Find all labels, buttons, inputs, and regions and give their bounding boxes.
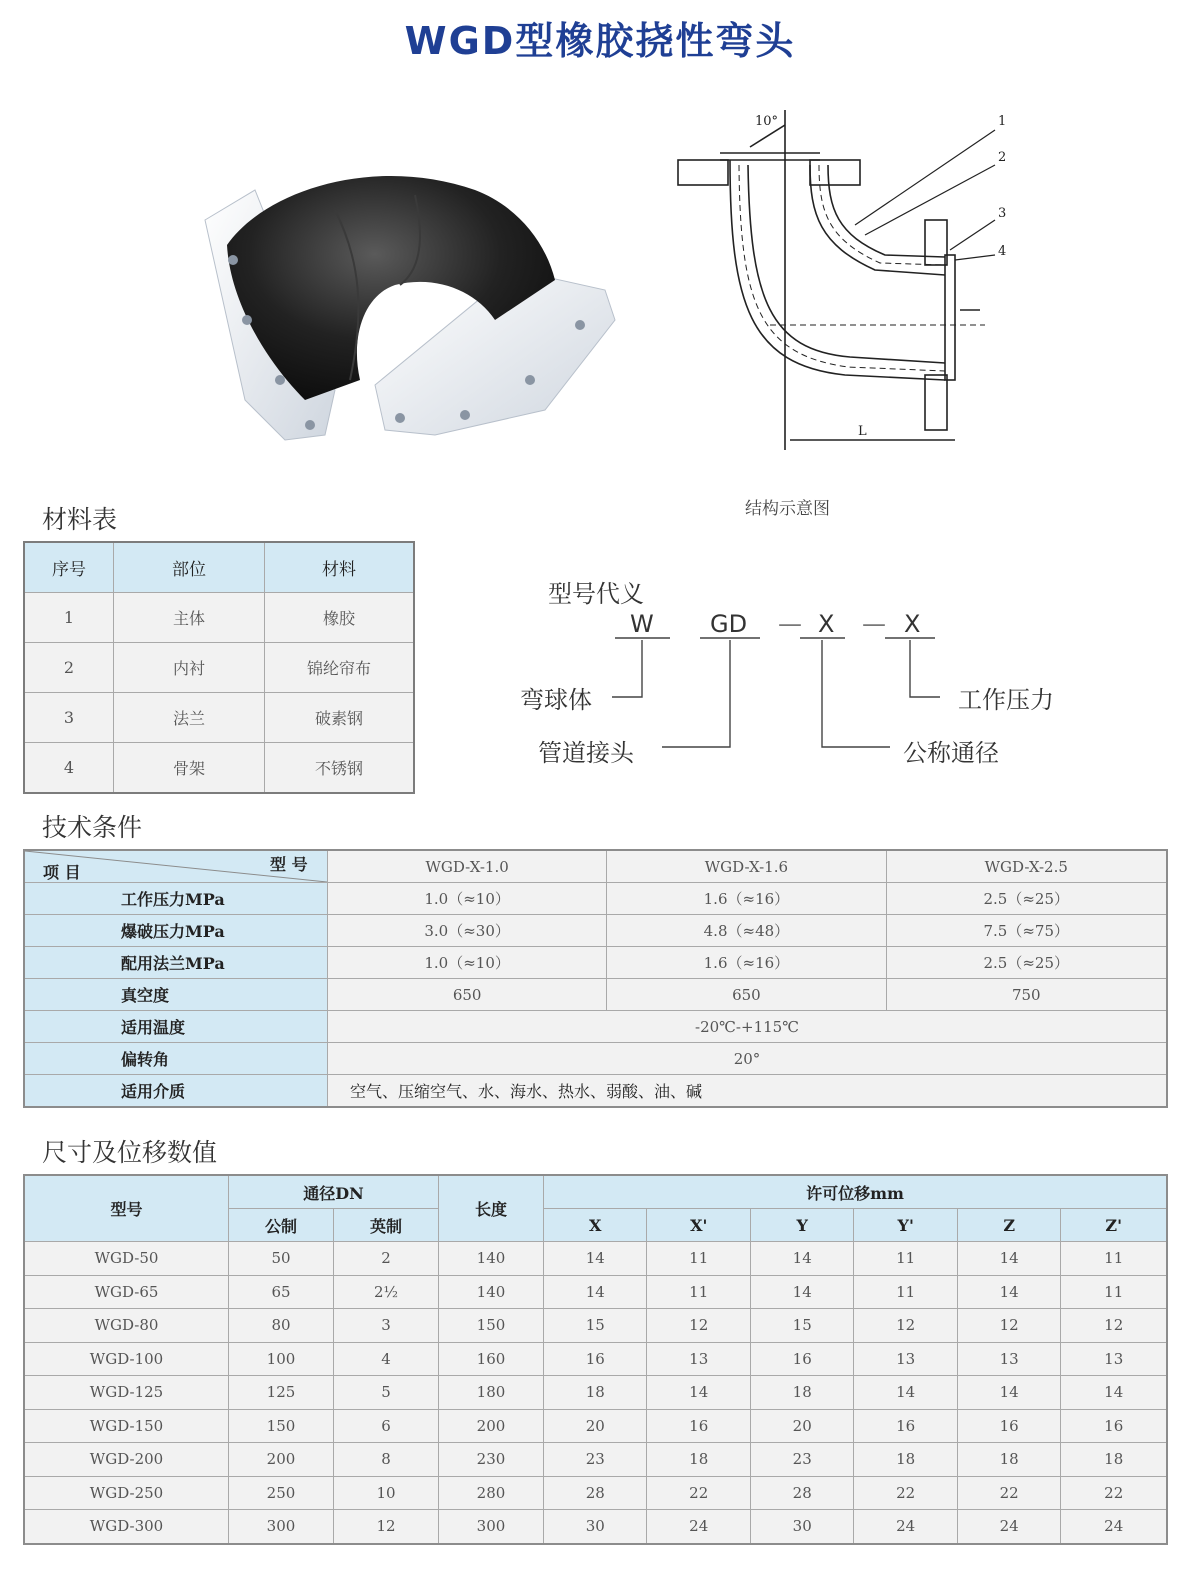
- material-header-material: 材料: [265, 542, 415, 593]
- size-table: [23, 1174, 1168, 1545]
- size-header-displacement: 许可位移mm: [544, 1175, 1168, 1209]
- material-part: 法兰: [114, 693, 265, 743]
- size-value-cell: 22: [854, 1476, 957, 1510]
- size-value-cell: 15: [544, 1309, 647, 1343]
- size-value-cell: 200: [439, 1409, 544, 1443]
- tech-row-label: 真空度: [24, 979, 328, 1011]
- model-code-lines: [600, 635, 950, 755]
- tech-row-label: 配用法兰MPa: [24, 947, 328, 979]
- material-no: 1: [24, 593, 114, 643]
- size-value-cell: 14: [854, 1376, 957, 1410]
- table-row: [24, 1476, 1167, 1510]
- size-value-cell: 12: [1061, 1309, 1167, 1343]
- table-row: [24, 1409, 1167, 1443]
- table-row: [24, 1309, 1167, 1343]
- size-value-cell: 18: [854, 1443, 957, 1477]
- tech-corner-item: 项 目: [43, 863, 81, 882]
- size-value-cell: 300: [439, 1510, 544, 1544]
- size-header-model: 型号: [24, 1175, 229, 1242]
- size-value-cell: 4: [334, 1342, 439, 1376]
- size-value-cell: 2: [334, 1242, 439, 1276]
- size-model-cell: WGD-200: [24, 1443, 229, 1477]
- size-value-cell: 18: [957, 1443, 1060, 1477]
- size-value-cell: 16: [854, 1409, 957, 1443]
- callout-2: 2: [998, 150, 1007, 165]
- size-value-cell: 30: [544, 1510, 647, 1544]
- table-row: [24, 643, 414, 693]
- material-no: 3: [24, 693, 114, 743]
- size-model-cell: WGD-250: [24, 1476, 229, 1510]
- size-value-cell: 24: [854, 1510, 957, 1544]
- tech-value: 2.5（≈25）: [886, 883, 1167, 915]
- size-value-cell: 140: [439, 1242, 544, 1276]
- material-header-no: 序号: [24, 542, 114, 593]
- size-value-cell: 200: [229, 1443, 334, 1477]
- code-label-x1: 公称通径: [903, 739, 999, 767]
- tech-media-value: 空气、压缩空气、水、海水、热水、弱酸、油、碱: [328, 1075, 1168, 1108]
- size-value-cell: 18: [750, 1376, 853, 1410]
- size-model-cell: WGD-50: [24, 1242, 229, 1276]
- size-value-cell: 16: [957, 1409, 1060, 1443]
- size-value-cell: 250: [229, 1476, 334, 1510]
- size-value-cell: 16: [750, 1342, 853, 1376]
- structure-diagram: [660, 105, 1020, 455]
- size-header-x-prime: X': [647, 1209, 750, 1242]
- size-model-cell: WGD-300: [24, 1510, 229, 1544]
- size-value-cell: 14: [750, 1242, 853, 1276]
- size-value-cell: 5: [334, 1376, 439, 1410]
- size-value-cell: 16: [1061, 1409, 1167, 1443]
- tech-model-1: WGD-X-1.0: [328, 850, 607, 883]
- code-letter-gd: GD: [710, 610, 748, 638]
- material-no: 4: [24, 743, 114, 794]
- size-value-cell: 28: [750, 1476, 853, 1510]
- product-photo: [185, 150, 625, 450]
- size-value-cell: 100: [229, 1342, 334, 1376]
- size-model-cell: WGD-150: [24, 1409, 229, 1443]
- tech-value: 2.5（≈25）: [886, 947, 1167, 979]
- table-row: [24, 693, 414, 743]
- tech-value: 1.6（≈16）: [607, 883, 886, 915]
- table-row: [24, 1043, 1167, 1075]
- tech-value: 3.0（≈30）: [328, 915, 607, 947]
- material-material: 不锈钢: [265, 743, 415, 794]
- code-label-gd: 管道接头: [538, 739, 634, 767]
- size-value-cell: 300: [229, 1510, 334, 1544]
- code-label-x2: 工作压力: [958, 686, 1054, 714]
- size-value-cell: 18: [647, 1443, 750, 1477]
- size-model-cell: WGD-80: [24, 1309, 229, 1343]
- size-value-cell: 13: [647, 1342, 750, 1376]
- table-row: [24, 1275, 1167, 1309]
- table-row: [24, 1075, 1167, 1108]
- size-value-cell: 12: [854, 1309, 957, 1343]
- table-row: [24, 979, 1167, 1011]
- size-value-cell: 3: [334, 1309, 439, 1343]
- size-header-x: X: [544, 1209, 647, 1242]
- size-title: 尺寸及位移数值: [42, 1138, 218, 1167]
- size-header-y: Y: [750, 1209, 853, 1242]
- size-value-cell: 22: [1061, 1476, 1167, 1510]
- table-row: [24, 1376, 1167, 1410]
- size-value-cell: 15: [750, 1309, 853, 1343]
- size-header-imperial: 英制: [334, 1209, 439, 1242]
- size-value-cell: 30: [750, 1510, 853, 1544]
- material-part: 骨架: [114, 743, 265, 794]
- size-value-cell: 14: [1061, 1376, 1167, 1410]
- code-label-w: 弯球体: [520, 686, 592, 714]
- tech-angle-label: 偏转角: [24, 1043, 328, 1075]
- model-code-title: 型号代义: [548, 580, 644, 608]
- diagram-caption: 结构示意图: [745, 499, 830, 519]
- material-material: 橡胶: [265, 593, 415, 643]
- size-value-cell: 230: [439, 1443, 544, 1477]
- size-value-cell: 80: [229, 1309, 334, 1343]
- size-header-length: 长度: [439, 1175, 544, 1242]
- table-row: [24, 915, 1167, 947]
- size-header-z-prime: Z': [1061, 1209, 1167, 1242]
- tech-value: 1.6（≈16）: [607, 947, 886, 979]
- page-title: WGD型橡胶挠性弯头: [404, 19, 796, 63]
- size-value-cell: 24: [1061, 1510, 1167, 1544]
- size-value-cell: 13: [1061, 1342, 1167, 1376]
- code-letter-x1: X: [818, 610, 835, 638]
- tech-row-label: 工作压力MPa: [24, 883, 328, 915]
- tech-row-label: 爆破压力MPa: [24, 915, 328, 947]
- size-value-cell: 14: [544, 1242, 647, 1276]
- size-value-cell: 14: [957, 1376, 1060, 1410]
- material-title: 材料表: [42, 505, 118, 534]
- table-row: [24, 1510, 1167, 1544]
- size-value-cell: 11: [1061, 1275, 1167, 1309]
- material-header-part: 部位: [114, 542, 265, 593]
- size-value-cell: 150: [439, 1309, 544, 1343]
- size-value-cell: 22: [647, 1476, 750, 1510]
- callout-1: 1: [998, 114, 1007, 129]
- table-row: [24, 1011, 1167, 1043]
- table-row: [24, 883, 1167, 915]
- size-value-cell: 18: [1061, 1443, 1167, 1477]
- size-value-cell: 24: [647, 1510, 750, 1544]
- material-table: [23, 541, 415, 794]
- material-part: 主体: [114, 593, 265, 643]
- tech-model-3: WGD-X-2.5: [886, 850, 1167, 883]
- tech-angle-value: 20°: [328, 1043, 1168, 1075]
- size-value-cell: 10: [334, 1476, 439, 1510]
- size-value-cell: 12: [957, 1309, 1060, 1343]
- tech-value: 7.5（≈75）: [886, 915, 1167, 947]
- callout-3: 3: [998, 206, 1007, 221]
- size-header-dn: 通径DN: [229, 1175, 439, 1209]
- size-model-cell: WGD-100: [24, 1342, 229, 1376]
- size-value-cell: 160: [439, 1342, 544, 1376]
- table-row: [24, 1242, 1167, 1276]
- size-header-metric: 公制: [229, 1209, 334, 1242]
- table-row: [24, 1443, 1167, 1477]
- tech-media-label: 适用介质: [24, 1075, 328, 1108]
- size-value-cell: 6: [334, 1409, 439, 1443]
- angle-label: 10°: [755, 114, 779, 129]
- size-model-cell: WGD-125: [24, 1376, 229, 1410]
- size-value-cell: 2½: [334, 1275, 439, 1309]
- size-value-cell: 28: [544, 1476, 647, 1510]
- tech-corner-cell: [24, 850, 328, 883]
- size-value-cell: 14: [750, 1275, 853, 1309]
- material-material: 破素钢: [265, 693, 415, 743]
- tech-value: 650: [607, 979, 886, 1011]
- size-value-cell: 16: [544, 1342, 647, 1376]
- size-value-cell: 14: [957, 1242, 1060, 1276]
- table-row: [24, 947, 1167, 979]
- size-value-cell: 11: [1061, 1242, 1167, 1276]
- size-value-cell: 24: [957, 1510, 1060, 1544]
- material-no: 2: [24, 643, 114, 693]
- size-value-cell: 13: [854, 1342, 957, 1376]
- size-value-cell: 20: [544, 1409, 647, 1443]
- size-value-cell: 180: [439, 1376, 544, 1410]
- code-letter-w: W: [630, 610, 654, 638]
- length-label: L: [858, 424, 867, 439]
- size-value-cell: 125: [229, 1376, 334, 1410]
- tech-corner-model: 型 号: [270, 855, 308, 874]
- code-dash-2: —: [862, 610, 886, 638]
- size-value-cell: 50: [229, 1242, 334, 1276]
- material-part: 内衬: [114, 643, 265, 693]
- size-header-y-prime: Y': [854, 1209, 957, 1242]
- size-value-cell: 65: [229, 1275, 334, 1309]
- code-letter-x2: X: [904, 610, 921, 638]
- size-value-cell: 22: [957, 1476, 1060, 1510]
- size-value-cell: 11: [647, 1242, 750, 1276]
- material-material: 锦纶帘布: [265, 643, 415, 693]
- size-value-cell: 16: [647, 1409, 750, 1443]
- tech-temp-value: -20℃-+115℃: [328, 1011, 1168, 1043]
- tech-title: 技术条件: [42, 813, 143, 842]
- size-value-cell: 140: [439, 1275, 544, 1309]
- tech-temp-label: 适用温度: [24, 1011, 328, 1043]
- size-value-cell: 14: [647, 1376, 750, 1410]
- tech-value: 1.0（≈10）: [328, 947, 607, 979]
- size-value-cell: 280: [439, 1476, 544, 1510]
- size-value-cell: 11: [854, 1275, 957, 1309]
- size-value-cell: 14: [544, 1275, 647, 1309]
- size-value-cell: 23: [544, 1443, 647, 1477]
- table-row: [24, 593, 414, 643]
- table-row: [24, 1342, 1167, 1376]
- callout-4: 4: [998, 244, 1007, 259]
- size-value-cell: 12: [334, 1510, 439, 1544]
- size-value-cell: 150: [229, 1409, 334, 1443]
- size-value-cell: 8: [334, 1443, 439, 1477]
- size-value-cell: 20: [750, 1409, 853, 1443]
- tech-table: [23, 849, 1168, 1108]
- tech-value: 4.8（≈48）: [607, 915, 886, 947]
- size-value-cell: 18: [544, 1376, 647, 1410]
- size-value-cell: 11: [647, 1275, 750, 1309]
- size-value-cell: 12: [647, 1309, 750, 1343]
- size-model-cell: WGD-65: [24, 1275, 229, 1309]
- size-value-cell: 14: [957, 1275, 1060, 1309]
- size-value-cell: 23: [750, 1443, 853, 1477]
- code-dash-1: —: [778, 610, 802, 638]
- tech-model-2: WGD-X-1.6: [607, 850, 886, 883]
- tech-value: 650: [328, 979, 607, 1011]
- table-row: [24, 743, 414, 794]
- tech-value: 1.0（≈10）: [328, 883, 607, 915]
- size-header-z: Z: [957, 1209, 1060, 1242]
- size-value-cell: 13: [957, 1342, 1060, 1376]
- size-value-cell: 11: [854, 1242, 957, 1276]
- tech-value: 750: [886, 979, 1167, 1011]
